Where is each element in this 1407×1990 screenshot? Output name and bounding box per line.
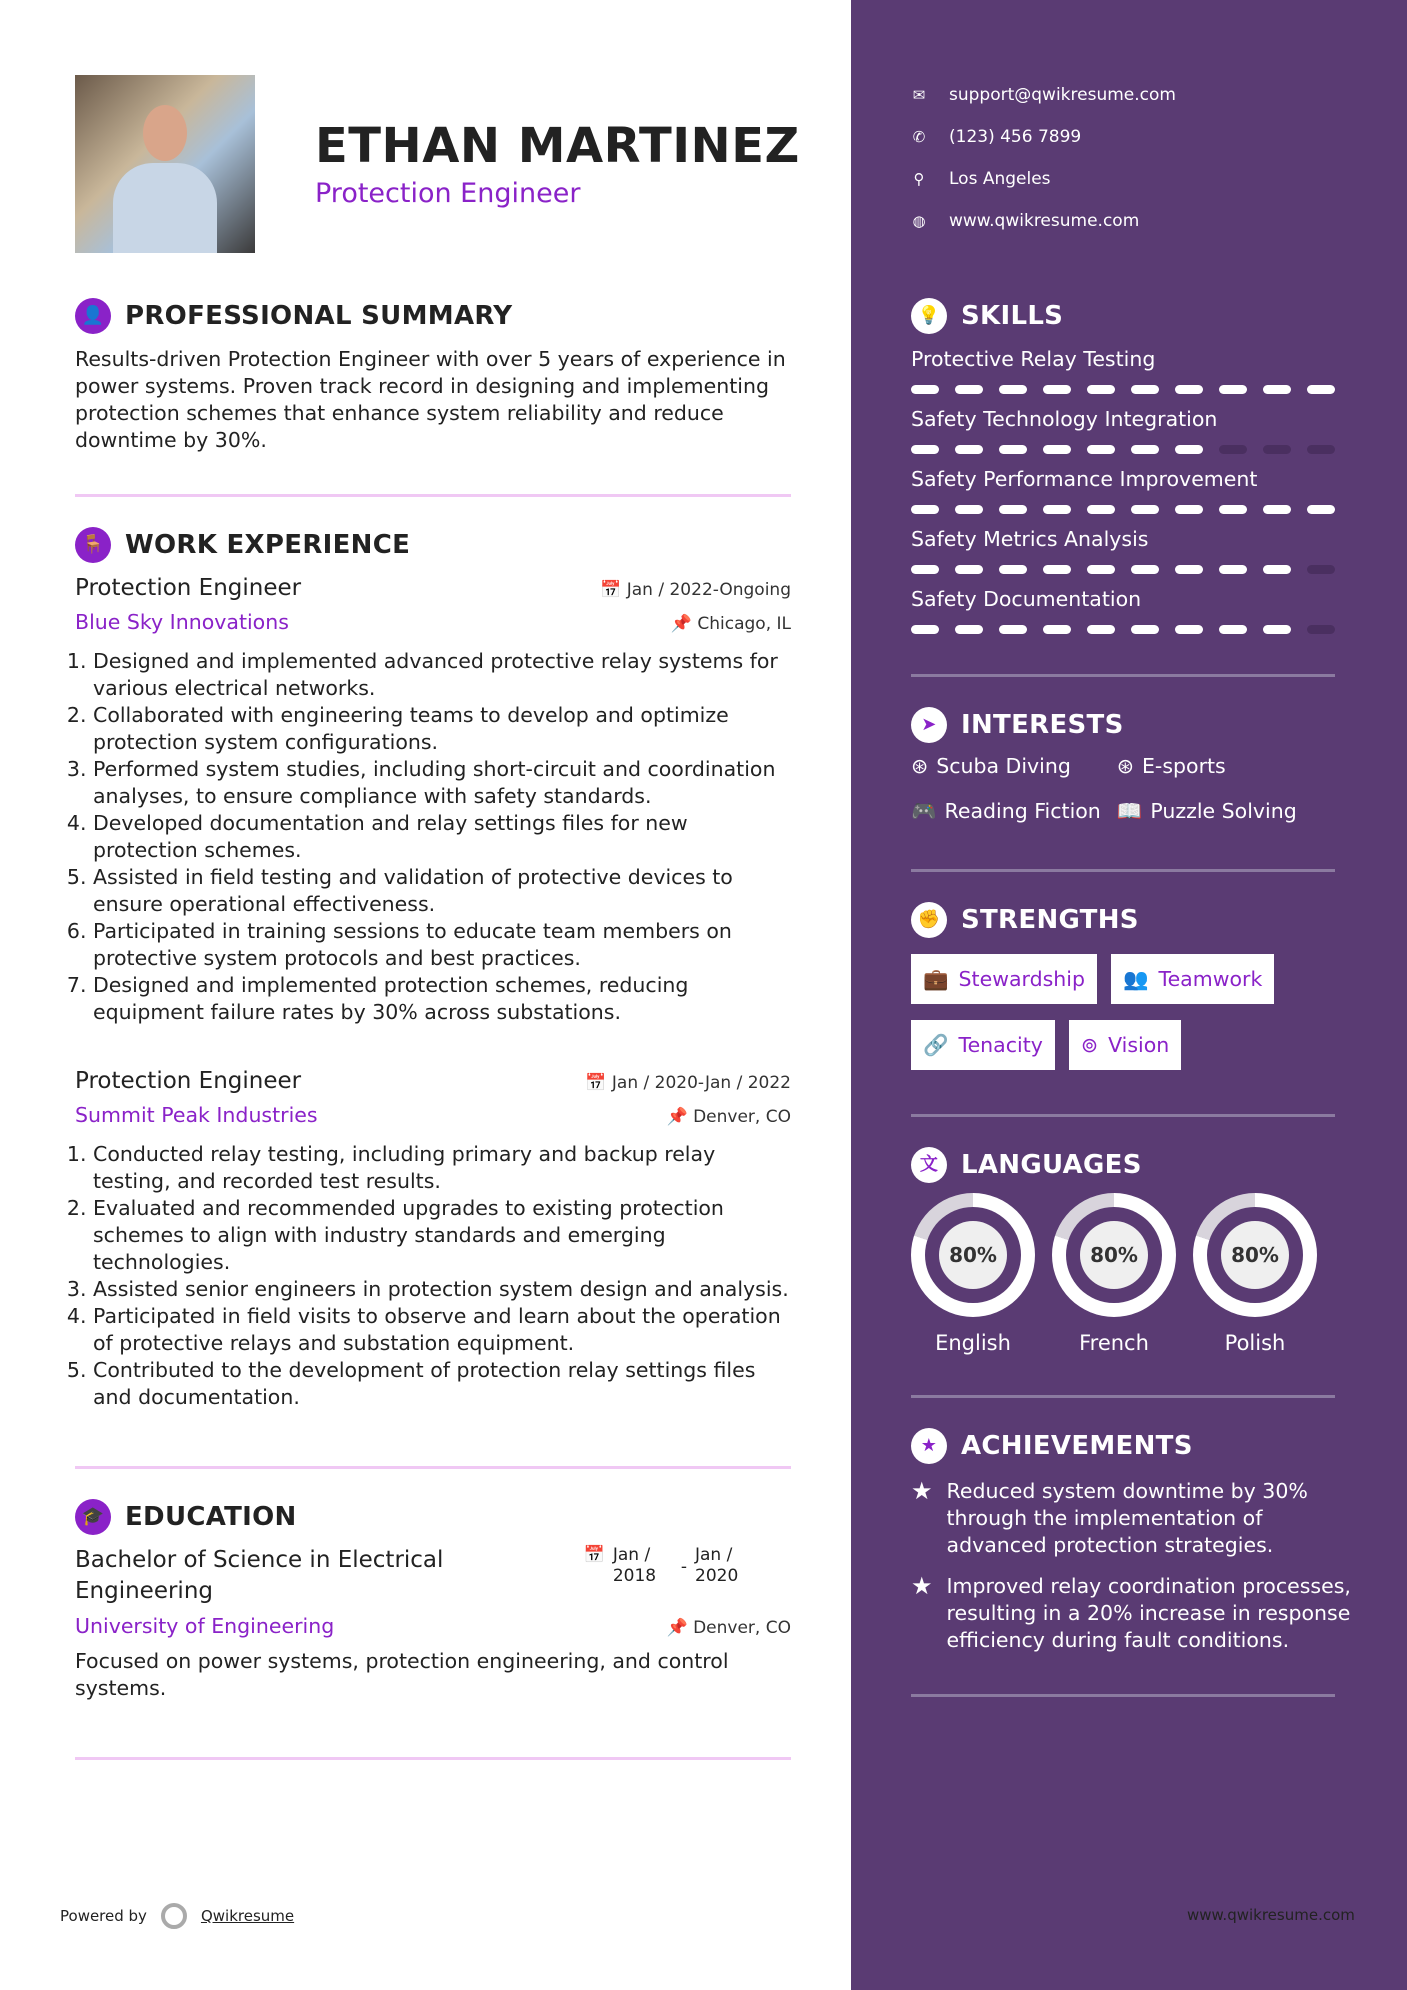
strengths-heading: ✊ STRENGTHS [911, 902, 1335, 938]
star-icon: ★ [911, 1428, 947, 1464]
skill-item [911, 346, 1335, 394]
skill-item [911, 406, 1335, 454]
skill-rating [911, 445, 1335, 454]
job-title: Protection Engineer [75, 575, 302, 601]
rating-dot [1175, 385, 1203, 394]
bullet-item: 4. Participated in field visits to observe and learn about the operation of protective relays and substation equipment. [93, 1303, 791, 1357]
skill-name: Safety Technology Integration [911, 407, 1218, 431]
rating-dot [1307, 445, 1335, 454]
calendar-icon: 📅 [585, 1073, 612, 1093]
language-item [911, 1193, 1035, 1355]
job-location: 📌 Chicago, IL [670, 614, 791, 634]
user-icon: 👤 [75, 298, 111, 334]
strength-tag: ⊚ Vision [1069, 1020, 1181, 1070]
rating-dot [1307, 385, 1335, 394]
graduation-icon: 🎓 [75, 1499, 111, 1535]
rating-dot [955, 565, 983, 574]
skill-name: Safety Documentation [911, 587, 1142, 611]
skill-name: Safety Metrics Analysis [911, 527, 1149, 551]
strength-tag: 💼 Stewardship [911, 954, 1097, 1004]
rating-dot [1263, 505, 1291, 514]
gamepad-icon: 🎮 [911, 799, 937, 823]
briefcase-icon: 💼 [923, 966, 949, 991]
calendar-icon: 📅 [583, 1545, 605, 1565]
rating-dot [1131, 505, 1159, 514]
divider [75, 1466, 791, 1469]
bullet-item: 7. Designed and implemented protection schemes, reducing equipment failure rates by 30% across substations. [93, 972, 791, 1026]
interest-item: 🎮 Reading Fiction [911, 799, 1101, 823]
rating-dot [1307, 625, 1335, 634]
life-ring-icon: ⊛ [911, 754, 929, 778]
rating-dot [1263, 385, 1291, 394]
bullet-item: 5. Assisted in field testing and validation of protective devices to ensure operational effectiveness. [93, 864, 791, 918]
language-ring [911, 1193, 1035, 1317]
rating-dot [999, 505, 1027, 514]
rating-dot [1087, 625, 1115, 634]
interest-item: ⊛ E-sports [1116, 754, 1226, 778]
binoculars-icon: ⊚ [1080, 1033, 1099, 1057]
achievements-heading: ★ ACHIEVEMENTS [911, 1428, 1335, 1464]
rating-dot [999, 445, 1027, 454]
main-column [75, 75, 800, 1760]
footer-url[interactable]: www.qwikresume.com [1187, 1906, 1355, 1924]
language-name: English [935, 1331, 1011, 1355]
bullet-item: 1. Conducted relay testing, including primary and backup relay testing, and recorded test results. [93, 1141, 791, 1195]
bullet-item: 3. Performed system studies, including short-circuit and coordination analyses, to ensure compliance with safety standards. [93, 756, 791, 810]
envelope-icon: ✉ [912, 86, 926, 104]
language-ring [1193, 1193, 1317, 1317]
rating-dot [1131, 385, 1159, 394]
rating-dot [1087, 385, 1115, 394]
phone-icon: ✆ [912, 128, 926, 146]
rating-dot [1175, 565, 1203, 574]
education-entry [75, 1545, 791, 1607]
skill-item [911, 466, 1335, 514]
rating-dot [1087, 565, 1115, 574]
footer-powered: Powered by Qwikresume [60, 1903, 294, 1929]
job-location: 📌 Denver, CO [666, 1107, 791, 1127]
star-icon: ★ [911, 1572, 933, 1600]
rating-dot [1175, 505, 1203, 514]
rating-dot [1219, 445, 1247, 454]
job-dates: 📅 Jan / 2020-Jan / 2022 [585, 1073, 791, 1093]
bullet-item: 6. Participated in training sessions to educate team members on protective system protocols and best practices. [93, 918, 791, 972]
rating-dot [1219, 385, 1247, 394]
education-dates: 📅 Jan / 2018 - Jan / 2020 [583, 1545, 739, 1586]
interest-item: 📖 Puzzle Solving [1116, 799, 1297, 823]
job-entry [75, 1066, 791, 1411]
job-title: Protection Engineer [75, 1068, 302, 1094]
star-icon: ★ [911, 1477, 933, 1505]
calendar-icon: 📅 [600, 580, 627, 600]
skill-name: Safety Performance Improvement [911, 467, 1258, 491]
language-icon: 文 [911, 1147, 947, 1183]
map-marker-icon: ⚲ [913, 170, 925, 188]
school: University of Engineering [75, 1614, 335, 1638]
pin-icon: 📌 [666, 1107, 694, 1127]
bullet-item: 2. Collaborated with engineering teams to develop and optimize protection system configurations. [93, 702, 791, 756]
rating-dot [1219, 505, 1247, 514]
rating-dot [999, 625, 1027, 634]
rating-dot [955, 385, 983, 394]
rating-dot [1043, 505, 1071, 514]
skill-item [911, 586, 1335, 634]
rating-dot [911, 565, 939, 574]
strength-tag: 👥 Teamwork [1111, 954, 1274, 1004]
divider [911, 1694, 1335, 1697]
rating-dot [1131, 565, 1159, 574]
chair-icon: 🪑 [75, 527, 111, 563]
divider [75, 1757, 791, 1760]
candidate-title: Protection Engineer [315, 178, 581, 209]
rating-dot [1043, 445, 1071, 454]
bullet-item: 4. Developed documentation and relay settings files for new protection schemes. [93, 810, 791, 864]
contact-item[interactable]: ✉ support@qwikresume.com [912, 85, 1176, 105]
divider [911, 674, 1335, 677]
bullet-item: 5. Contributed to the development of protection relay settings files and documentation. [93, 1357, 791, 1411]
divider [911, 869, 1335, 872]
rating-dot [999, 385, 1027, 394]
rating-dot [911, 445, 939, 454]
lightbulb-icon: 💡 [911, 298, 947, 334]
rating-dot [1175, 625, 1203, 634]
bullet-item: 3. Assisted senior engineers in protection system design and analysis. [93, 1276, 791, 1303]
job-entry [75, 573, 791, 1026]
strength-tag: 🔗 Tenacity [911, 1020, 1055, 1070]
work-heading: 🪑 WORK EXPERIENCE [75, 527, 791, 563]
pin-icon: 📌 [670, 614, 698, 634]
rating-dot [1263, 445, 1291, 454]
rating-dot [1263, 565, 1291, 574]
skills-heading: 💡 SKILLS [911, 298, 1335, 334]
pin-icon: 📌 [666, 1618, 694, 1638]
rating-dot [911, 505, 939, 514]
contact-item[interactable]: ⚲ Los Angeles [911, 158, 1335, 200]
candidate-name: ETHAN MARTINEZ [315, 118, 800, 174]
education-heading: 🎓 EDUCATION [75, 1499, 791, 1535]
rating-dot [1219, 625, 1247, 634]
profile-photo [75, 75, 255, 253]
language-percent: 80% [1221, 1221, 1289, 1289]
contact-item[interactable]: ✆ (123) 456 7899 [912, 127, 1082, 147]
skill-rating [911, 385, 1335, 394]
divider [75, 494, 791, 497]
qwikresume-logo-icon [161, 1903, 187, 1929]
skill-rating [911, 505, 1335, 514]
sidebar [851, 0, 1407, 1990]
divider [911, 1395, 1335, 1398]
paper-plane-icon: ➤ [911, 707, 947, 743]
rating-dot [1175, 445, 1203, 454]
skill-rating [911, 565, 1335, 574]
language-percent: 80% [1080, 1221, 1148, 1289]
skill-rating [911, 625, 1335, 634]
skill-name: Protective Relay Testing [911, 347, 1156, 371]
rating-dot [1043, 625, 1071, 634]
achievement-item: ★ Reduced system downtime by 30% through the implementation of advanced protection strategies. [911, 1477, 1308, 1557]
rating-dot [955, 625, 983, 634]
languages-heading: 文 LANGUAGES [911, 1147, 1335, 1183]
qwikresume-link[interactable]: Qwikresume [200, 1907, 295, 1925]
achievement-item: ★ Improved relay coordination processes, resulting in a 20% increase in response efficiency during fault conditions. [911, 1572, 1351, 1652]
skill-item [911, 526, 1335, 574]
job-bullets [75, 1141, 791, 1411]
rating-dot [911, 385, 939, 394]
degree: Bachelor of Science in Electrical Engineering [75, 1547, 444, 1604]
rating-dot [999, 565, 1027, 574]
bullet-item: 2. Evaluated and recommended upgrades to existing protection schemes to align with industry standards and emerging technologies. [93, 1195, 791, 1276]
rating-dot [1307, 565, 1335, 574]
rating-dot [1087, 445, 1115, 454]
education-location: 📌 Denver, CO [666, 1618, 791, 1638]
rating-dot [1043, 565, 1071, 574]
divider [911, 1114, 1335, 1117]
rating-dot [1043, 385, 1071, 394]
language-item [1052, 1193, 1176, 1355]
language-name: French [1079, 1331, 1149, 1355]
job-company: Summit Peak Industries [75, 1103, 318, 1127]
header [75, 75, 800, 253]
rating-dot [1219, 565, 1247, 574]
job-dates: 📅 Jan / 2022-Ongoing [600, 580, 791, 600]
rating-dot [1131, 445, 1159, 454]
users-icon: 👥 [1123, 966, 1149, 991]
rating-dot [955, 505, 983, 514]
globe-icon: ◍ [912, 212, 926, 230]
interests-heading: ➤ INTERESTS [911, 707, 1335, 743]
rating-dot [1087, 505, 1115, 514]
summary-heading: 👤 PROFESSIONAL SUMMARY [75, 298, 791, 334]
life-ring-icon: ⊛ [1116, 754, 1134, 778]
education-text: Focused on power systems, protection engineering, and control systems. [75, 1649, 729, 1700]
rating-dot [1131, 625, 1159, 634]
summary-text: Results-driven Protection Engineer with over 5 years of experience in power systems. Proven track record in designing and implementing protection schemes that enhance system reliability and reduce downtime by 30%. [75, 347, 786, 452]
interest-item: ⊛ Scuba Diving [911, 754, 1071, 778]
contact-item[interactable]: ◍ www.qwikresume.com [912, 211, 1140, 231]
rating-dot [955, 445, 983, 454]
rating-dot [1307, 505, 1335, 514]
bullet-item: 1. Designed and implemented advanced protective relay systems for various electrical networks. [93, 648, 791, 702]
book-icon: 📖 [1116, 799, 1143, 823]
rating-dot [911, 625, 939, 634]
language-ring [1052, 1193, 1176, 1317]
rating-dot [1263, 625, 1291, 634]
job-bullets [75, 648, 791, 1026]
link-icon: 🔗 [923, 1032, 949, 1057]
job-company: Blue Sky Innovations [75, 610, 289, 634]
language-item [1193, 1193, 1317, 1355]
language-percent: 80% [939, 1221, 1007, 1289]
language-name: Polish [1224, 1331, 1286, 1355]
fist-icon: ✊ [911, 902, 947, 938]
